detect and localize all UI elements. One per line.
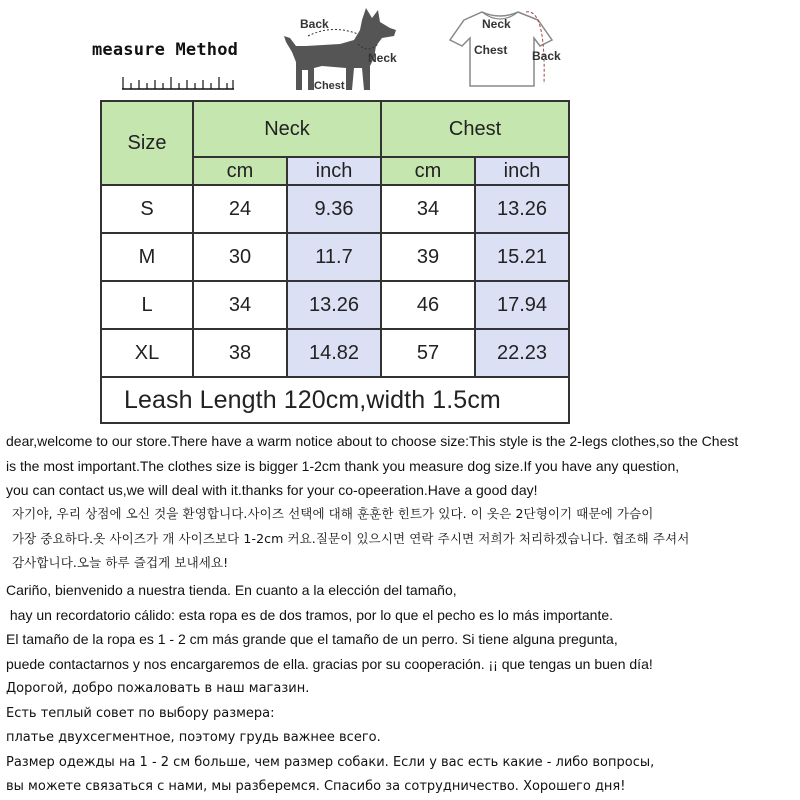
table-row — [101, 185, 569, 233]
neck-cm-cell: 24 — [193, 185, 287, 233]
chest-inch-cell: 17.94 — [475, 281, 569, 329]
notice-line: вы можете связаться с нами, мы разберемся. Спасибо за сотрудничество. Хорошего дня! — [6, 779, 626, 794]
korean-notice — [6, 502, 796, 576]
notice-line: El tamaño de la ropa es 1 - 2 cm más grande que el tamaño de un perro. Si tiene alguna pregunta, — [6, 631, 618, 647]
size-cell: S — [101, 185, 193, 233]
table-row — [101, 233, 569, 281]
notice-line: puede contactarnos y nos encargaremos de ella. gracias por su cooperación. ¡¡ que tengas un buen día! — [6, 655, 653, 672]
chest-cm-cell: 57 — [381, 329, 475, 377]
size-cell: XL — [101, 329, 193, 377]
neck-cm-cell: 30 — [193, 233, 287, 281]
chest-cm-header: cm — [381, 157, 475, 185]
table-row — [101, 329, 569, 377]
notice-line: is the most important.The clothes size is bigger 1-2cm thank you measure dog size.If you have any question, — [6, 457, 680, 474]
shirt-measurement-diagram — [434, 6, 572, 98]
chest-inch-cell: 15.21 — [475, 233, 569, 281]
leash-length-note: Leash Length 120cm,width 1.5cm — [101, 377, 569, 423]
neck-inch-cell: 14.82 — [287, 329, 381, 377]
neck-inch-header: inch — [287, 157, 381, 185]
chest-cm-cell: 46 — [381, 281, 475, 329]
dog-chest-label: Chest — [314, 80, 345, 92]
shirt-chest-label: Chest — [474, 43, 508, 57]
neck-inch-cell: 11.7 — [287, 233, 381, 281]
russian-notice — [6, 677, 796, 800]
chest-inch-cell: 22.23 — [475, 329, 569, 377]
shirt-neck-label: Neck — [482, 17, 511, 31]
english-notice — [6, 429, 796, 503]
notice-line: you can contact us,we will deal with it.thanks for your co-opeeration.Have a good day! — [6, 482, 538, 498]
chest-cm-cell: 34 — [381, 185, 475, 233]
size-cell: M — [101, 233, 193, 281]
ruler-icon — [122, 76, 234, 90]
dog-back-label: Back — [300, 17, 329, 31]
neck-cm-cell: 38 — [193, 329, 287, 377]
size-cell: L — [101, 281, 193, 329]
notice-line: hay un recordatorio cálido: esta ropa es de dos tramos, por lo que el pecho es lo más importante. — [6, 606, 614, 623]
shirt-back-label: Back — [532, 49, 561, 63]
size-column-header: Size — [101, 101, 193, 185]
dog-neck-label: Neck — [368, 51, 397, 65]
notice-line: платье двухсегментное, поэтому грудь важнее всего. — [6, 730, 381, 745]
neck-inch-cell: 13.26 — [287, 281, 381, 329]
size-chart-table — [100, 100, 570, 424]
notice-line: Cariño, bienvenido a nuestra tienda. En cuanto a la elección del tamaño, — [6, 582, 457, 598]
table-row — [101, 281, 569, 329]
dog-measurement-diagram — [262, 6, 414, 98]
neck-inch-cell: 9.36 — [287, 185, 381, 233]
notice-line: Размер одежды на 1 - 2 см больше, чем размер собаки. Если у вас есть какие - либо вопросы, — [6, 754, 655, 770]
notice-line: 가장 중요하다.옷 사이즈가 개 사이즈보다 1-2cm 커요.질문이 있으시면 연락 주시면 저희가 처리하겠습니다. 협조해 주셔서 — [12, 530, 690, 546]
chest-inch-cell: 13.26 — [475, 185, 569, 233]
notice-line: 자기야, 우리 상점에 오신 것을 환영합니다.사이즈 선택에 대해 훈훈한 힌트가 있다. 이 옷은 2단형이기 때문에 가슴이 — [12, 506, 654, 521]
neck-cm-header: cm — [193, 157, 287, 185]
chest-inch-header: inch — [475, 157, 569, 185]
notice-line: 감사합니다.오늘 하루 즐겁게 보내세요! — [12, 555, 229, 570]
chest-cm-cell: 39 — [381, 233, 475, 281]
notice-line: dear,welcome to our store.There have a warm notice about to choose size:This style is the 2-legs clothes,so the Chest — [6, 433, 739, 449]
chest-column-header: Chest — [381, 101, 569, 157]
measure-method-title: measure Method — [92, 40, 239, 60]
neck-column-header: Neck — [193, 101, 381, 157]
neck-cm-cell: 34 — [193, 281, 287, 329]
spanish-notice — [6, 578, 796, 676]
notice-line: Есть теплый совет по выбору размера: — [6, 705, 275, 721]
measure-method-header — [0, 0, 800, 100]
notice-line: Дорогой, добро пожаловать в наш магазин. — [6, 681, 310, 696]
